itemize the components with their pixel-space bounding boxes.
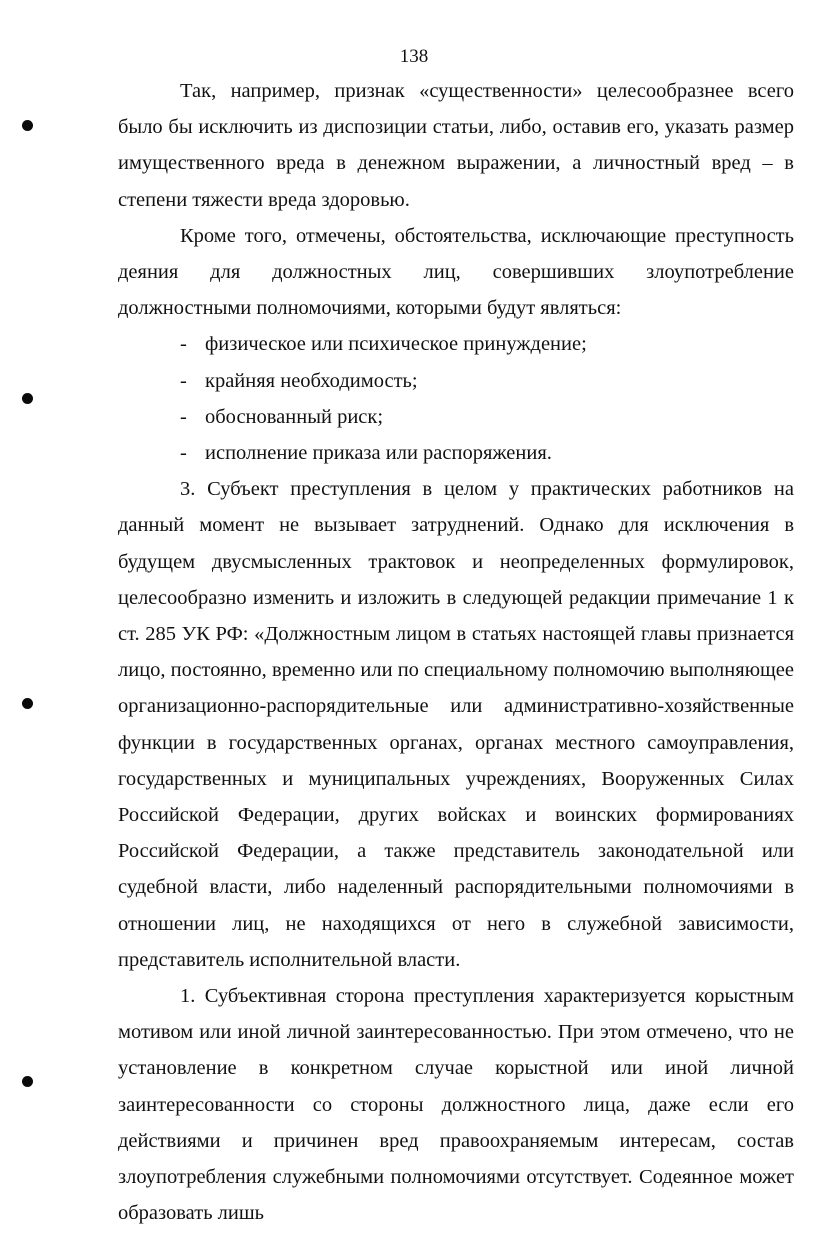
paragraph-disposition: Так, например, признак «существенности» целесообразнее всего было бы исключить из диспозиции статьи, либо, оставив его, указать размер имущественного вреда в денежном выражении, а личностный вред – в степени тяжести вреда здоровью. <box>118 80 794 211</box>
body-text <box>118 73 794 1232</box>
punch-hole-mark <box>22 698 33 709</box>
list-item <box>118 363 794 399</box>
circumstances-list <box>118 326 794 471</box>
paragraph-circumstances: Кроме того, отмечены, обстоятельства, исключающие преступность деяния для должностных лиц, совершивших злоупотребление должностными полномочиями, которыми будут являться: <box>118 224 794 320</box>
list-item <box>118 435 794 471</box>
list-item <box>118 326 794 362</box>
list-item-text: крайняя необходимость; <box>205 369 418 392</box>
punch-hole-mark <box>22 120 33 131</box>
punch-hole-mark <box>22 1076 33 1087</box>
list-item-text: физическое или психическое принуждение; <box>205 333 587 356</box>
paragraph-subject: 3. Субъект преступления в целом у практических работников на данный момент не вызывает затруднений. Однако для исключения в будущем двусмысленных трактовок и неопределенных формулировок, целесообразно изменить и изложить в следующей редакции примечание 1 к ст. 285 УК РФ: «Должностным лицом в статьях настоящей главы признается лицо, постоянно, временно или по специальному полномочию выполняющее организационно-распорядительные или административно-хозяйственные функции в государственных органах, органах местного самоуправления, государственных и муниципальных учреждениях, Вооруженных Силах Российской Федерации, других войсках и воинских формированиях Российской Федерации, а также представитель законодательной или судебной власти, либо наделенный распорядительными полномочиями в отношении лиц, не находящихся от него в служебной зависимости, представитель исполнительной власти. <box>118 478 794 971</box>
list-dash: - <box>180 333 187 356</box>
paragraph-subjective-side: 1. Субъективная сторона преступления характеризуется корыстным мотивом или иной личной заинтересованностью. При этом отмечено, что не установление в конкретном случае корыстной или иной личной заинтересованности со стороны должностного лица, даже если его действиями и причинен вред правоохраняемым интересам, состав злоупотребления служебными полномочиями отсутствует. Содеянное может образовать лишь <box>118 985 794 1225</box>
list-item <box>118 399 794 435</box>
list-item-text: обоснованный риск; <box>205 405 384 428</box>
list-dash: - <box>180 369 187 392</box>
punch-hole-mark <box>22 393 33 404</box>
list-dash: - <box>180 405 187 428</box>
list-item-text: исполнение приказа или распоряжения. <box>205 442 552 465</box>
page-number: 138 <box>399 46 429 67</box>
list-dash: - <box>180 442 187 465</box>
